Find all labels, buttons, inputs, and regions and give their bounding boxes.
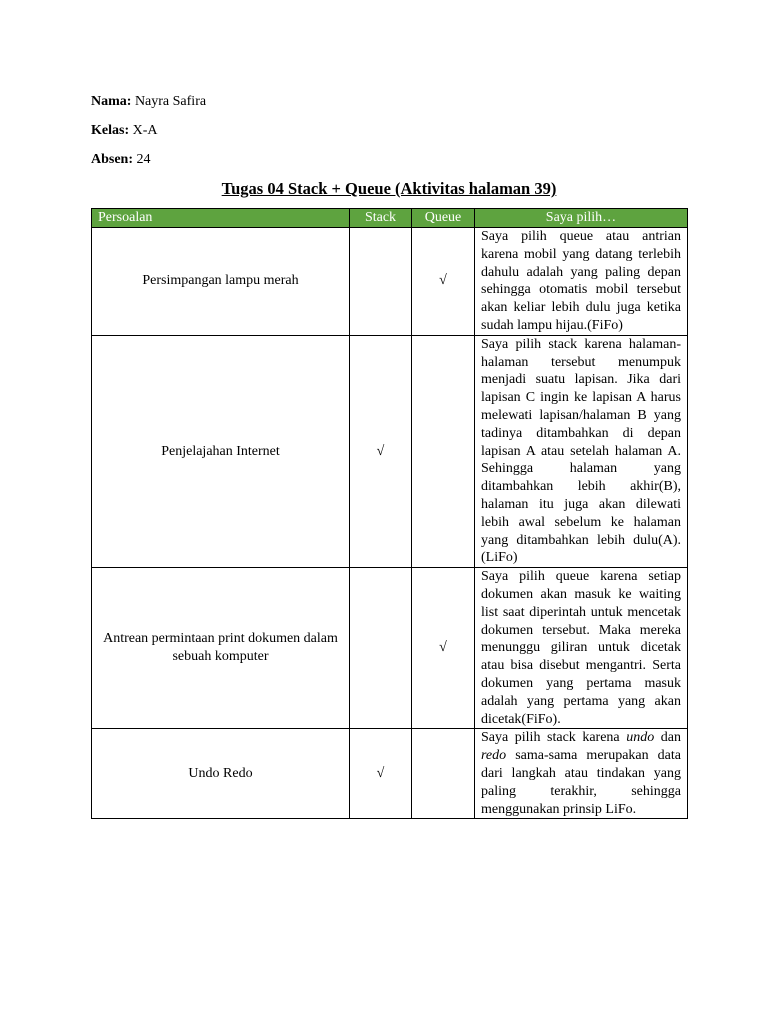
table-row — [92, 729, 688, 819]
problem-cell: Antrean permintaan print dokumen dalam sebuah komputer — [92, 568, 350, 729]
reason-text: sama-sama merupakan data dari langkah atau tindakan yang paling terakhir, sehingga menggunakan prinsip LiFo. — [481, 748, 681, 817]
reason-cell — [475, 729, 688, 819]
document-title: Tugas 04 Stack + Queue (Aktivitas halaman 39) — [221, 179, 557, 198]
header-stack: Stack — [350, 209, 412, 228]
header-persoalan: Persoalan — [92, 209, 350, 228]
queue-cell: √ — [412, 568, 475, 729]
queue-cell: √ — [412, 228, 475, 336]
class-value: X-A — [129, 123, 158, 138]
reason-cell: Saya pilih stack karena halaman-halaman tersebut menumpuk menjadi suatu lapisan. Jika dari lapisan C ingin ke lapisan A harus melewati lapisan/halaman B yang tadinya ditambahkan di depan lapisan A atau setelah halaman A. Sehingga halaman yang ditambahkan lebih akhir(B), halaman itu juga akan dilewati lebih awal sebelum ke halaman yang ditambahkan lebih dulu(A).(LiFo) — [475, 335, 688, 567]
name-line — [91, 92, 687, 112]
table-row — [92, 335, 688, 567]
table-row — [92, 228, 688, 336]
document-page — [91, 92, 687, 819]
reason-cell: Saya pilih queue atau antrian karena mobil yang datang terlebih dahulu adalah yang paling depan sehingga otomatis mobil tersebut akan keliar lebih dulu juga ketika sudah lampu hijau.(FiFo) — [475, 228, 688, 336]
table-header-row — [92, 209, 688, 228]
queue-cell — [412, 729, 475, 819]
stack-cell: √ — [350, 729, 412, 819]
absen-value: 24 — [133, 152, 151, 167]
stack-queue-table — [91, 208, 688, 819]
reason-cell: Saya pilih queue karena setiap dokumen akan masuk ke waiting list saat diperintah untuk mencetak dokumen tersebut. Maka mereka menunggu giliran untuk dicetak atau bisa disebut mengantri. Serta dokumen yang pertama masuk adalah yang pertama yang akan dicetak(FiFo). — [475, 568, 688, 729]
stack-cell: √ — [350, 335, 412, 567]
problem-cell: Undo Redo — [92, 729, 350, 819]
reason-undo-term: undo — [626, 730, 655, 746]
stack-cell — [350, 228, 412, 336]
table-row — [92, 568, 688, 729]
class-label: Kelas: — [91, 123, 130, 138]
class-line — [91, 121, 687, 141]
name-label: Nama: — [91, 94, 132, 109]
queue-cell — [412, 335, 475, 567]
problem-cell: Penjelajahan Internet — [92, 335, 350, 567]
name-value: Nayra Safira — [131, 94, 207, 109]
reason-redo-term: redo — [481, 748, 507, 764]
header-queue: Queue — [412, 209, 475, 228]
reason-text: dan — [654, 730, 681, 746]
problem-cell: Persimpangan lampu merah — [92, 228, 350, 336]
absen-line — [91, 150, 687, 170]
reason-text: Saya pilih stack karena — [481, 730, 627, 746]
stack-cell — [350, 568, 412, 729]
header-saya-pilih: Saya pilih… — [475, 209, 688, 228]
absen-label: Absen: — [91, 152, 134, 167]
